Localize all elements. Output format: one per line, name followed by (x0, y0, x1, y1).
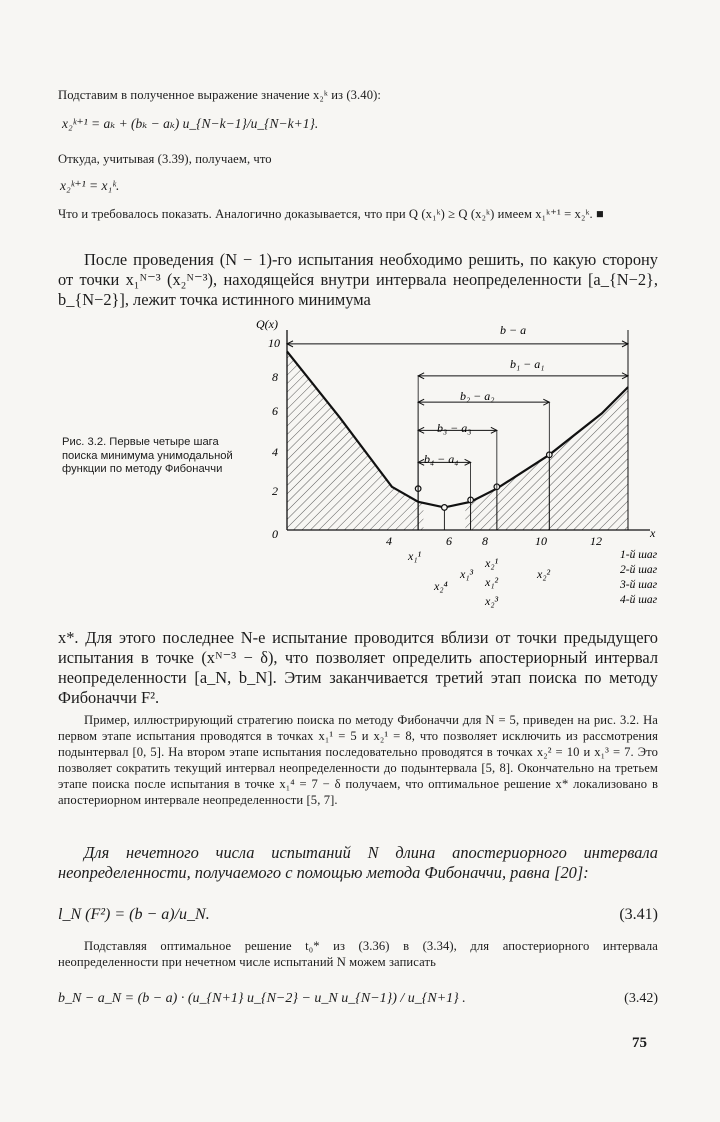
y-tick-0: 0 (272, 527, 278, 541)
formula-3-42 (58, 990, 658, 1014)
paragraph-5: Подставляя оптимальное решение t₀* из (3.36) в (3.34), для апостериорного интервала неопределенности при нечетном числе испытаний N можем записать (58, 939, 658, 969)
point-label-x2-3: x₂³ (485, 594, 499, 608)
y-axis-label: Q(x) (256, 317, 278, 331)
formula-3-42-number: (3.42) (624, 991, 658, 1006)
step-label-2: 2-й шаг (620, 564, 658, 576)
y-tick-4: 4 (272, 445, 278, 459)
x-tick-12: 12 (590, 534, 602, 548)
interval-label-b3-a3: b₃ − a₃ (437, 421, 472, 435)
formula-3-41 (58, 906, 658, 928)
y-tick-6: 6 (272, 404, 278, 418)
main-paragraph: После проведения (N − 1)-го испытания необходимо решить, по какую сторону от точки x₁ᴺ⁻³ (x₂ᴺ⁻³), находящейся внутри интервала неопределенности [a_{N−2}, b_{N−2}], лежит точка истинного минимума (58, 250, 658, 309)
point-label-x2-2: x₂² (537, 567, 551, 581)
example-paragraph: Пример, иллюстрирующий стратегию поиска по методу Фибоначчи для N = 5, приведен на рис. 3.2. На первом этапе испытания проводятся в точках x₁¹ = 5 и x₂¹ = 8, что позволяет исключить из рассмотрения подынтервал [0, 5]. На втором этапе испытания последовательно проводятся в точках x₂² = 10 и x₁³ = 7. Это позволяет сократить текущий интервал неопределенности до подынтервала [5, 8]. Окончательно на третьем этапе поиска после испытания в точке x₁⁴ = 7 − δ получаем, что оптимальное решение x* локализовано в апостериорном интервале неопределенности [5, 7]. (58, 713, 658, 807)
step-label-4: 4-й шаг (620, 594, 658, 606)
x-axis-label: x (650, 526, 656, 540)
step-label-1: 1-й шаг (620, 549, 658, 561)
x-tick-6: 6 (446, 534, 452, 548)
top-paragraph-1: Подставим в полученное выражение значение x₂ᵏ из (3.40): (58, 88, 381, 102)
y-tick-10: 10 (268, 336, 280, 350)
interval-label-b4-a4: b₄ − a₄ (424, 452, 459, 466)
formula-3-41-number: (3.41) (619, 906, 658, 923)
y-tick-8: 8 (272, 370, 278, 384)
x-tick-4: 4 (386, 534, 392, 548)
interval-label-b1-a1: b₁ − a₁ (510, 357, 545, 371)
point-label-x1-3: x₁³ (460, 567, 474, 581)
x-tick-8: 8 (482, 534, 488, 548)
page-number: 75 (632, 1035, 647, 1051)
x-tick-10: 10 (535, 534, 547, 548)
figure-caption: Рис. 3.2. Первые четыре шага поиска минимума унимодальной функции по методу Фибоначчи (62, 436, 233, 475)
point-label-x1-2: x₁² (485, 575, 499, 589)
top-paragraph-2: Откуда, учитывая (3.39), получаем, что (58, 152, 272, 166)
trial-point-x2-4 (442, 505, 448, 511)
y-tick-2: 2 (272, 484, 278, 498)
interval-label-b-a: b − a (500, 323, 527, 337)
formula-3-41-expr: l_N (F²) = (b − a)/u_N. (58, 906, 210, 923)
top-paragraph-3: Что и требовалось показать. Аналогично доказывается, что при Q (x₁ᵏ) ≥ Q (x₂ᵏ) имеем x₁ᵏ⁺¹ = x₂ᵏ. ■ (58, 207, 604, 221)
after-paragraph-1: x*. Для этого последнее N-е испытание проводится вблизи от точки предыдущего испытания в точке (xᴺ⁻³ − δ), что позволяет определить апостериорный интервал неопределенности [a_N, b_N]. Этим заканчивается третий этап поиска по методу Фибоначчи F². (58, 628, 658, 707)
interval-label-b2-a2: b₂ − a₂ (460, 389, 495, 403)
point-label-x2-4: x₂⁴ (434, 579, 448, 593)
italic-paragraph: Для нечетного числа испытаний N длина апостериорного интервала неопределенности, получаемого с помощью метода Фибоначчи, равна [20]: (58, 843, 658, 882)
formula-x2-equals-x1: x₂ᵏ⁺¹ = x₁ᵏ. (60, 178, 120, 193)
fibonacci-figure (240, 315, 670, 615)
point-label-x2-1: x₂¹ (485, 556, 499, 570)
step-label-3: 3-й шаг (620, 579, 658, 591)
point-label-x1-1: x₁¹ (408, 549, 422, 563)
formula-x2-k-plus-1: x₂ᵏ⁺¹ = aₖ + (bₖ − aₖ) u_{N−k−1}/u_{N−k+1}. (62, 116, 319, 131)
formula-3-42-expr: b_N − a_N = (b − a) · (u_{N+1} u_{N−2} − u_N u_{N−1}) / u_{N+1} . (58, 991, 466, 1006)
